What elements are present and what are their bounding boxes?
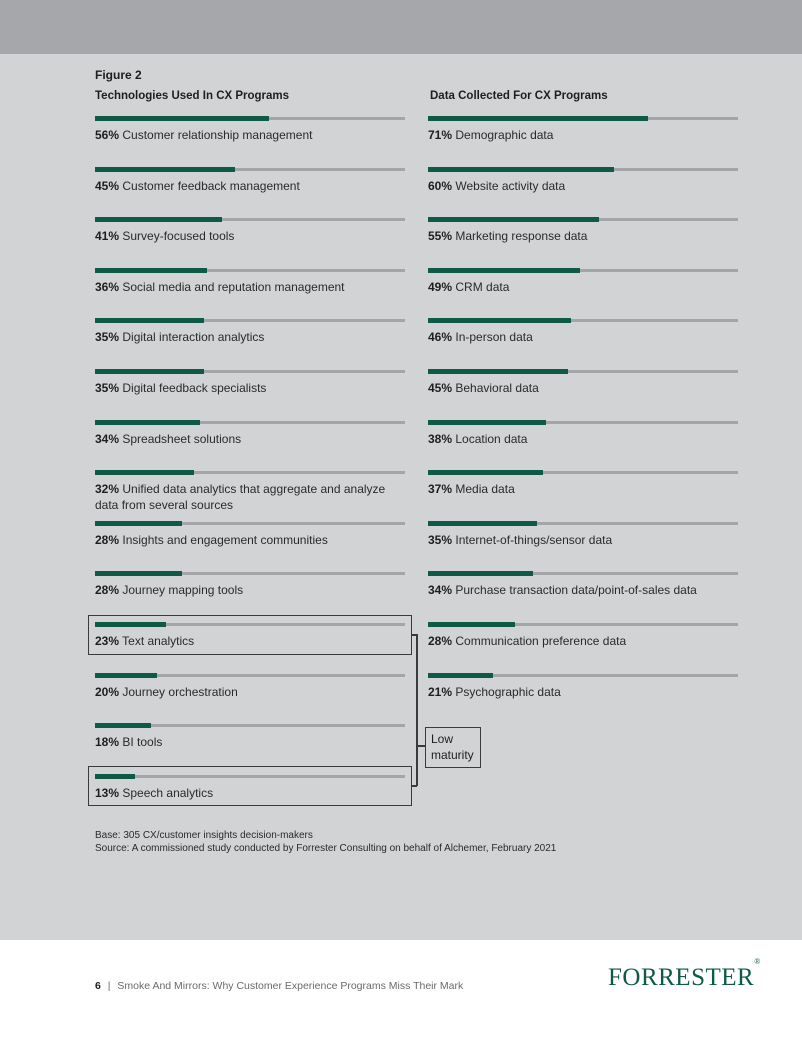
bar-label [428, 431, 738, 447]
bar [428, 116, 648, 121]
bar-value-label: 49% [428, 279, 453, 294]
bar-value-label: 38% [428, 431, 453, 446]
bar-label [95, 582, 395, 598]
bar-track [428, 370, 738, 373]
bar-label [95, 380, 395, 396]
highlight-box-speech-analytics [88, 766, 412, 806]
bar-value-label: 34% [428, 583, 453, 598]
bar-label [428, 582, 738, 598]
bar-category-label: Text analytics [119, 634, 195, 648]
bar-track [428, 168, 738, 171]
bar [95, 673, 157, 678]
bar-label [95, 127, 395, 143]
bar-category-label: Demographic data [452, 128, 554, 142]
bar-label [428, 127, 738, 143]
bar [428, 318, 571, 323]
bar-category-label: Unified data analytics that aggregate and analyze data from several sources [95, 482, 386, 513]
bar-value-label: 56% [95, 128, 120, 142]
bar-category-label: Communication preference data [452, 634, 627, 648]
bar-category-label: Website activity data [452, 178, 566, 193]
bar-track [95, 269, 405, 272]
bar-track [95, 117, 405, 120]
bar [95, 268, 207, 273]
forrester-logo [608, 956, 761, 992]
low-maturity-line1: Low [431, 732, 454, 746]
bar-track [428, 319, 738, 322]
bar-label [95, 684, 395, 700]
bar [428, 673, 493, 678]
bar-value-label: 55% [428, 229, 453, 244]
registered-mark: ® [754, 956, 761, 966]
bar-category-label: Behavioral data [452, 381, 539, 395]
logo-text: FORRESTER [608, 964, 755, 991]
bar-value-label: 41% [95, 229, 120, 244]
bar-label [95, 178, 395, 194]
bar-category-label: Purchase transaction data/point-of-sales data [452, 583, 697, 598]
bar [95, 571, 182, 576]
bar [95, 521, 182, 526]
bar-value-label: 37% [428, 482, 453, 497]
bar-label [95, 734, 395, 750]
bar-track [428, 572, 738, 575]
bar-value-label: 13% [95, 785, 120, 800]
bar [95, 217, 222, 222]
bar-value-label: 28% [95, 532, 120, 547]
bar-track [428, 623, 738, 626]
bar-track [95, 471, 405, 474]
bar-category-label: Location data [452, 431, 528, 446]
bar-track [95, 168, 405, 171]
bar [428, 470, 543, 475]
bar-category-label: Journey orchestration [119, 684, 238, 699]
bar-label [95, 481, 395, 513]
bar [428, 167, 614, 172]
bar-category-label: Social media and reputation management [119, 279, 345, 294]
bar-value-label: 35% [95, 381, 120, 395]
bar [428, 521, 537, 526]
bar-track [95, 319, 405, 322]
bar-track [95, 674, 405, 677]
bar-category-label: CRM data [452, 279, 510, 294]
bar [428, 217, 599, 222]
bar [428, 571, 533, 576]
bar-label [428, 633, 738, 649]
bar [428, 369, 568, 374]
bar-label [95, 431, 395, 447]
bar-value-label: 36% [95, 279, 120, 294]
bar-category-label: Digital interaction analytics [119, 330, 265, 345]
bar-category-label: Media data [452, 482, 515, 497]
bar-value-label: 21% [428, 684, 453, 699]
bar-value-label: 28% [428, 634, 453, 648]
bar [95, 318, 204, 323]
low-maturity-line2: maturity [431, 748, 474, 762]
bar-label [428, 279, 738, 295]
bar-value-label: 32% [95, 482, 120, 497]
bar-category-label: Digital feedback specialists [119, 381, 267, 395]
bar-category-label: Internet-of-things/sensor data [452, 532, 613, 547]
bar-track [95, 218, 405, 221]
bar-value-label: 35% [428, 532, 453, 547]
bar [95, 723, 151, 728]
page-footer [95, 980, 463, 992]
bar-value-label: 18% [95, 735, 120, 750]
bar-category-label: Psychographic data [452, 684, 561, 699]
page-number: 6 [95, 980, 101, 992]
bar-value-label: 28% [95, 583, 120, 598]
bar-label [428, 228, 738, 244]
bar-track [95, 522, 405, 525]
connector-to-label [416, 745, 425, 747]
bar-track [428, 269, 738, 272]
bar-category-label: Customer feedback management [119, 178, 300, 193]
footer-separator: | [107, 980, 111, 992]
bar-label [428, 532, 738, 548]
highlight-box-text-analytics [88, 615, 412, 655]
bar [95, 167, 235, 172]
source-notes [95, 829, 556, 855]
bar-track [428, 421, 738, 424]
bar-track [95, 724, 405, 727]
bar-label [428, 481, 738, 497]
bar-value-label: 71% [428, 128, 453, 142]
bar [95, 369, 204, 374]
left-chart-title: Technologies Used In CX Programs [95, 90, 290, 102]
bar-label [95, 532, 395, 548]
bar-track [428, 218, 738, 221]
bar-category-label: Marketing response data [452, 229, 588, 244]
bar-value-label: 23% [95, 634, 120, 648]
bar-track [428, 471, 738, 474]
bar-category-label: Speech analytics [119, 785, 214, 800]
bar-category-label: Survey-focused tools [119, 229, 235, 244]
bar-value-label: 45% [428, 381, 453, 395]
footer-doc-title: Smoke And Mirrors: Why Customer Experience Programs Miss Their Mark [117, 980, 464, 992]
bar-track [95, 370, 405, 373]
bar-track [428, 522, 738, 525]
right-chart-title: Data Collected For CX Programs [430, 90, 608, 102]
base-note: Base: 305 CX/customer insights decision-makers [95, 830, 313, 841]
bar-track [95, 572, 405, 575]
bar-category-label: Insights and engagement communities [119, 532, 328, 547]
bar-category-label: Spreadsheet solutions [119, 431, 242, 446]
bar-category-label: BI tools [119, 735, 163, 750]
connector-vertical [416, 634, 418, 786]
bar-label [95, 228, 395, 244]
bar-label [428, 178, 738, 194]
bar [95, 116, 269, 121]
figure-label: Figure 2 [95, 68, 142, 82]
low-maturity-label [425, 727, 481, 768]
bar [428, 268, 580, 273]
header-band [0, 0, 802, 54]
bar-label [428, 684, 738, 700]
bar-value-label: 60% [428, 178, 453, 193]
bar [95, 420, 200, 425]
bar-value-label: 34% [95, 431, 120, 446]
bar-label [428, 329, 738, 345]
source-note: Source: A commissioned study conducted by Forrester Consulting on behalf of Alchemer, February 2021 [95, 843, 557, 854]
bar-track [428, 674, 738, 677]
bar-track [95, 421, 405, 424]
bar [95, 470, 194, 475]
bar-value-label: 45% [95, 178, 120, 193]
bar-label [428, 380, 738, 396]
bar-value-label: 20% [95, 684, 120, 699]
bar-label [95, 279, 395, 295]
bar-value-label: 46% [428, 330, 453, 345]
bar [428, 420, 546, 425]
bar-value-label: 35% [95, 330, 120, 345]
bar-category-label: In-person data [452, 330, 533, 345]
bar-category-label: Journey mapping tools [119, 583, 244, 598]
bar-label [95, 329, 395, 345]
bar [428, 622, 515, 627]
bar-category-label: Customer relationship management [119, 128, 313, 142]
bar-track [428, 117, 738, 120]
